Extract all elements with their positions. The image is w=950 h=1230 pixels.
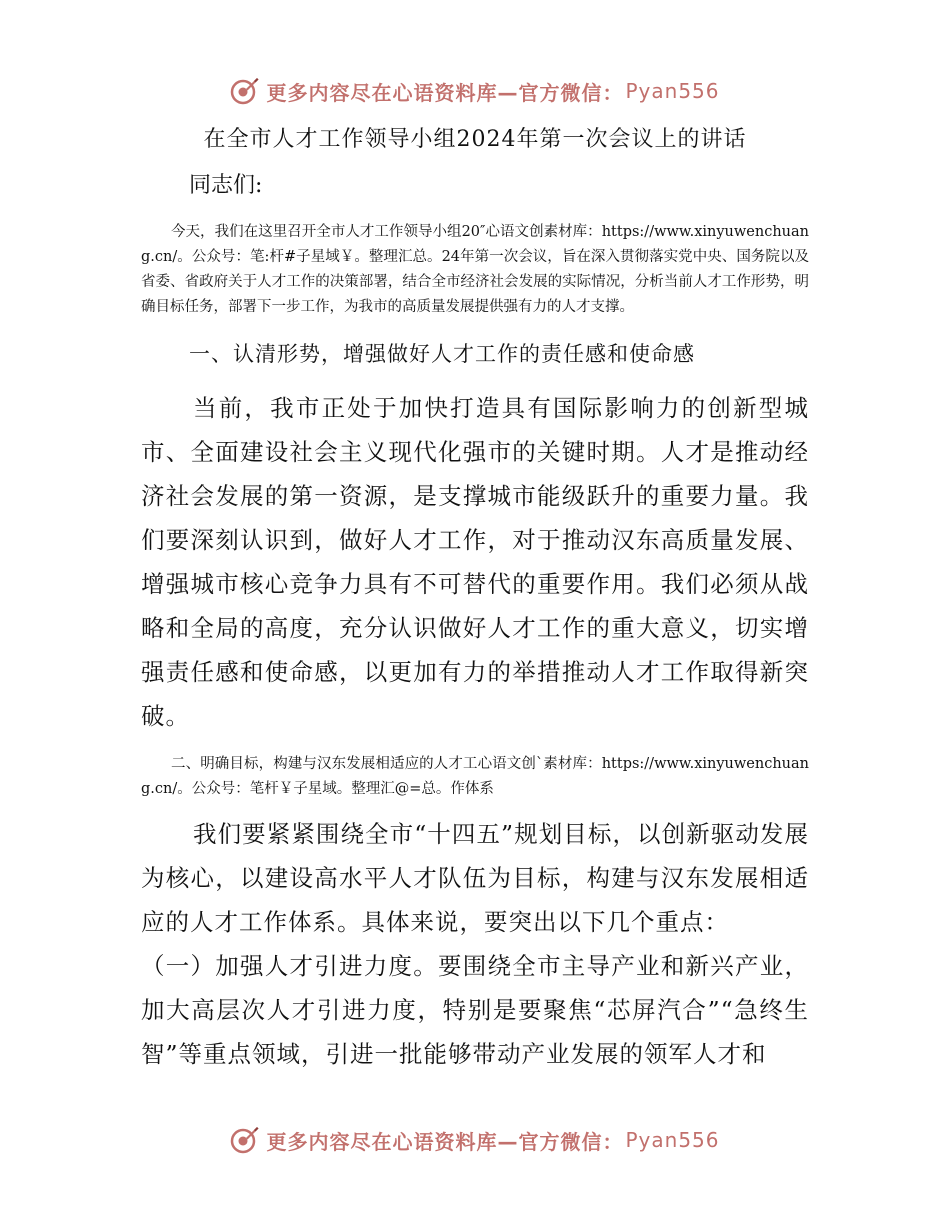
section-1-heading: 一、认清形势，增强做好人才工作的责任感和使命感 xyxy=(189,342,695,366)
wechat-id: Pyan556 xyxy=(625,1128,720,1152)
banner-text: 更多内容尽在心语资料库—官方微信： xyxy=(266,1129,624,1154)
banner-text: 更多内容尽在心语资料库—官方微信： xyxy=(266,80,624,105)
section-2-paragraph: 我们要紧紧围绕全市“十四五”规划目标，以创新驱动发展为核心，以建设高水平人才队伍为目标，构建与汉东发展相适应的人才工作体系。具体来说，要突出以下几个重点： xyxy=(141,820,809,936)
document-title: 在全市人才工作领导小组2024年第一次会议上的讲话 xyxy=(203,127,747,152)
intro-paragraph: 今天，我们在这里召开全市人才工作领导小组20″心语文创素材库：https://www.xinyuwenchuang.cn/。公众号：笔:杆#子星域￥。整理汇总。24年第一次会议，旨在深入贯彻落实党中央、国务院以及省委、省政府关于人才工作的决策部署，结合全市经济社会发展的实际情况，分析当前人才工作形势，明确目标任务，部署下一步工作，为我市的高质量发展提供强有力的人才支撑。 xyxy=(141,224,809,315)
quill-logo-icon xyxy=(230,76,260,106)
greeting: 同志们: xyxy=(189,173,263,198)
wechat-id: Pyan556 xyxy=(625,79,720,103)
footer-banner xyxy=(0,1120,950,1160)
section-2-heading: 二、明确目标，构建与汉东发展相适应的人才工心语文创`素材库：https://www.xinyuwenchuang.cn/。公众号：笔杆￥子星域。整理汇@=总。作体系 xyxy=(141,756,809,797)
header-banner xyxy=(0,71,950,111)
section-1-paragraph: 当前，我市正处于加快打造具有国际影响力的创新型城市、全面建设社会主义现代化强市的关键时期。人才是推动经济社会发展的第一资源，是支撑城市能级跃升的重要力量。我们要深刻认识到，做好人才工作，对于推动汉东高质量发展、增强城市核心竞争力具有不可替代的重要作用。我们必须从战略和全局的高度，充分认识做好人才工作的重大意义，切实增强责任感和使命感，以更加有力的举措推动人才工作取得新突破。 xyxy=(141,394,809,730)
section-2-item-1: （一）加强人才引进力度。要围绕全市主导产业和新兴产业，加大高层次人才引进力度，特别是要聚焦“芯屏汽合”“急终生智”等重点领域，引进一批能够带动产业发展的领军人才和 xyxy=(141,952,809,1068)
quill-logo-icon xyxy=(230,1125,260,1155)
document-body xyxy=(141,120,809,1076)
